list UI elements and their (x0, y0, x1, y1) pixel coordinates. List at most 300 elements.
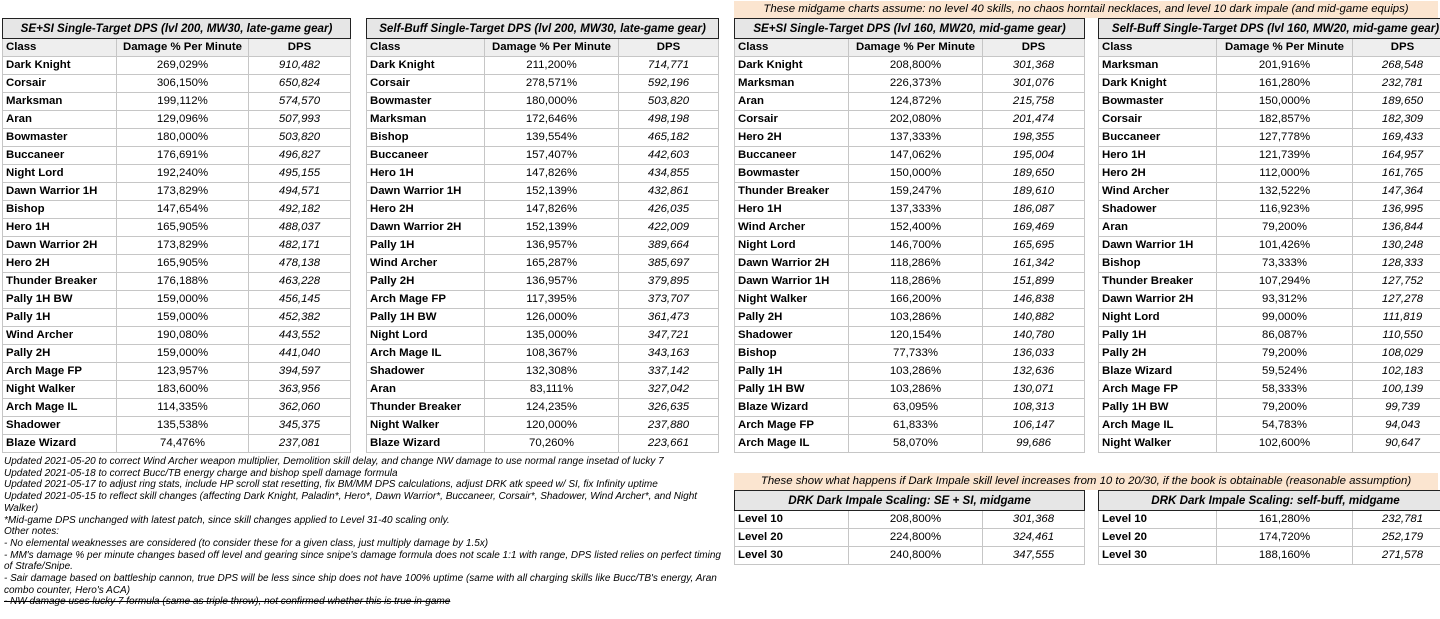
class-name-cell: Corsair (1099, 111, 1217, 129)
table-row (367, 111, 719, 129)
table-row (1099, 381, 1440, 399)
table-row (3, 201, 351, 219)
dps-cell: 443,552 (249, 327, 351, 345)
damage-pct-cell: 176,188% (117, 273, 249, 291)
table-row (3, 399, 351, 417)
table-row (367, 129, 719, 147)
damage-pct-cell: 86,087% (1217, 327, 1353, 345)
dps-cell: 99,686 (983, 435, 1085, 453)
damage-pct-cell: 150,000% (1217, 93, 1353, 111)
table-row (3, 93, 351, 111)
column-header-row (367, 39, 719, 57)
dps-cell: 130,071 (983, 381, 1085, 399)
damage-pct-cell: 123,957% (117, 363, 249, 381)
dps-cell: 140,882 (983, 309, 1085, 327)
damage-pct-cell: 93,312% (1217, 291, 1353, 309)
dps-cell: 495,155 (249, 165, 351, 183)
dps-cell: 201,474 (983, 111, 1085, 129)
class-name-cell: Wind Archer (3, 327, 117, 345)
class-column-header: Class (367, 39, 485, 57)
damage-pct-cell: 159,000% (117, 309, 249, 327)
class-name-cell: Night Walker (1099, 435, 1217, 453)
class-name-cell: Night Walker (735, 291, 849, 309)
dps-cell: 362,060 (249, 399, 351, 417)
note-line: Updated 2021-05-20 to correct Wind Archer weapon multiplier, Demolition skill delay, and change NW damage to use normal range insetad of lucky 7 (4, 456, 664, 467)
dps-cell: 189,650 (1353, 93, 1440, 111)
class-name-cell: Pally 2H (367, 273, 485, 291)
dps-cell: 100,139 (1353, 381, 1440, 399)
class-name-cell: Arch Mage IL (3, 399, 117, 417)
dps-cell: 182,309 (1353, 111, 1440, 129)
class-name-cell: Night Lord (1099, 309, 1217, 327)
table-row (3, 291, 351, 309)
dps-cell: 347,721 (619, 327, 719, 345)
class-name-cell: Level 10 (735, 511, 849, 529)
dps-cell: 494,571 (249, 183, 351, 201)
class-name-cell: Bishop (3, 201, 117, 219)
damage-pct-cell: 112,000% (1217, 165, 1353, 183)
dps-cell: 136,033 (983, 345, 1085, 363)
table-row (1099, 219, 1440, 237)
class-name-cell: Thunder Breaker (735, 183, 849, 201)
class-name-cell: Marksman (3, 93, 117, 111)
class-name-cell: Pally 1H BW (1099, 399, 1217, 417)
damage-pct-cell: 63,095% (849, 399, 983, 417)
table-row (735, 345, 1085, 363)
dps-cell: 132,636 (983, 363, 1085, 381)
damage-pct-cell: 132,308% (485, 363, 619, 381)
table-row (1099, 529, 1440, 547)
dps-cell: 108,313 (983, 399, 1085, 417)
note-line: - NW damage uses lucky 7 formula (same as triple throw), not confirmed whether this is true in-game (4, 596, 451, 608)
damage-pct-cell: 152,139% (485, 219, 619, 237)
dps-cell: 592,196 (619, 75, 719, 93)
damage-pct-cell: 103,286% (849, 381, 983, 399)
table-row (3, 165, 351, 183)
class-name-cell: Dawn Warrior 1H (735, 273, 849, 291)
table-row (367, 147, 719, 165)
damage-pct-cell: 61,833% (849, 417, 983, 435)
damage-pct-cell: 278,571% (485, 75, 619, 93)
table-row (3, 435, 351, 453)
damage-pct-cell: 103,286% (849, 363, 983, 381)
class-name-cell: Pally 1H BW (3, 291, 117, 309)
damage-pct-cell: 102,600% (1217, 435, 1353, 453)
damage-pct-cell: 157,407% (485, 147, 619, 165)
table-row (1099, 183, 1440, 201)
table-row (735, 327, 1085, 345)
table-row (3, 219, 351, 237)
class-name-cell: Pally 1H BW (367, 309, 485, 327)
dps-column-header: DPS (983, 39, 1085, 57)
table-row (1099, 93, 1440, 111)
dps-cell: 237,880 (619, 417, 719, 435)
damage-pct-cell: 306,150% (117, 75, 249, 93)
table-row (367, 273, 719, 291)
class-name-cell: Blaze Wizard (367, 435, 485, 453)
class-column-header: Class (735, 39, 849, 57)
damage-pct-column-header: Damage % Per Minute (117, 39, 249, 57)
table-row (1099, 547, 1440, 565)
table-row (367, 57, 719, 75)
damage-pct-cell: 136,957% (485, 237, 619, 255)
dps-cell: 198,355 (983, 129, 1085, 147)
class-name-cell: Hero 2H (1099, 165, 1217, 183)
class-name-cell: Pally 1H BW (735, 381, 849, 399)
table-row (1099, 255, 1440, 273)
table-row (1099, 345, 1440, 363)
class-name-cell: Night Walker (367, 417, 485, 435)
class-name-cell: Pally 1H (367, 237, 485, 255)
table-row (735, 547, 1085, 565)
table-title: SE+SI Single-Target DPS (lvl 160, MW20, mid-game gear) (735, 19, 1085, 39)
damage-pct-cell: 121,739% (1217, 147, 1353, 165)
damage-pct-cell: 147,654% (117, 201, 249, 219)
damage-pct-cell: 159,247% (849, 183, 983, 201)
table-row (735, 255, 1085, 273)
dps-cell: 189,610 (983, 183, 1085, 201)
class-name-cell: Dark Knight (735, 57, 849, 75)
damage-pct-cell: 118,286% (849, 255, 983, 273)
damage-pct-cell: 208,800% (849, 57, 983, 75)
table-row (1099, 129, 1440, 147)
dps-cell: 102,183 (1353, 363, 1440, 381)
class-name-cell: Aran (1099, 219, 1217, 237)
damage-pct-cell: 59,524% (1217, 363, 1353, 381)
dps-cell: 482,171 (249, 237, 351, 255)
dps-cell: 147,364 (1353, 183, 1440, 201)
class-name-cell: Thunder Breaker (3, 273, 117, 291)
damage-pct-cell: 201,916% (1217, 57, 1353, 75)
table-row (367, 237, 719, 255)
table-row (367, 165, 719, 183)
damage-pct-cell: 161,280% (1217, 75, 1353, 93)
class-name-cell: Wind Archer (735, 219, 849, 237)
dps-cell: 130,248 (1353, 237, 1440, 255)
dps-cell: 442,603 (619, 147, 719, 165)
dps-table-4 (1098, 18, 1440, 453)
dps-cell: 714,771 (619, 57, 719, 75)
damage-pct-cell: 180,000% (485, 93, 619, 111)
damage-pct-cell: 70,260% (485, 435, 619, 453)
dps-column-header: DPS (1353, 39, 1440, 57)
dps-cell: 301,368 (983, 57, 1085, 75)
table-row (3, 75, 351, 93)
class-name-cell: Arch Mage IL (1099, 417, 1217, 435)
dps-cell: 496,827 (249, 147, 351, 165)
damage-pct-cell: 180,000% (117, 129, 249, 147)
damage-pct-cell: 161,280% (1217, 511, 1353, 529)
class-name-cell: Pally 1H (1099, 327, 1217, 345)
class-name-cell: Buccaneer (1099, 129, 1217, 147)
table-row (735, 417, 1085, 435)
damage-pct-cell: 173,829% (117, 237, 249, 255)
dps-cell: 271,578 (1353, 547, 1440, 565)
dps-cell: 110,550 (1353, 327, 1440, 345)
damage-pct-cell: 190,080% (117, 327, 249, 345)
dps-cell: 189,650 (983, 165, 1085, 183)
damage-pct-cell: 150,000% (849, 165, 983, 183)
class-name-cell: Arch Mage IL (367, 345, 485, 363)
dps-cell: 422,009 (619, 219, 719, 237)
damage-pct-cell: 79,200% (1217, 219, 1353, 237)
table-row (3, 57, 351, 75)
table-row (1099, 273, 1440, 291)
table-row (3, 309, 351, 327)
note-line: Updated 2021-05-17 to adjust ring stats, include HP scroll stat resetting, fix BM/MM DPS calculations, adjust DRK atk speed w/ SI, fix Infinity uptime (4, 479, 658, 491)
class-name-cell: Hero 2H (3, 255, 117, 273)
dps-cell: 503,820 (249, 129, 351, 147)
damage-pct-cell: 165,905% (117, 219, 249, 237)
class-name-cell: Bishop (367, 129, 485, 147)
class-name-cell: Blaze Wizard (1099, 363, 1217, 381)
column-header-row (735, 39, 1085, 57)
table-row (367, 75, 719, 93)
class-name-cell: Marksman (1099, 57, 1217, 75)
damage-pct-cell: 192,240% (117, 165, 249, 183)
class-name-cell: Aran (735, 93, 849, 111)
damage-pct-cell: 147,826% (485, 201, 619, 219)
table-row (735, 435, 1085, 453)
class-name-cell: Dawn Warrior 2H (735, 255, 849, 273)
impale-assumptions-banner: These show what happens if Dark Impale skill level increases from 10 to 20/30, if the book is obtainable (reasonable assumption) (734, 473, 1438, 490)
damage-pct-cell: 74,476% (117, 435, 249, 453)
class-name-cell: Dark Knight (3, 57, 117, 75)
note-line: - No elemental weaknesses are considered (to consider these for a given class, just multiply damage by 1.5x) (4, 537, 489, 549)
dps-table-3 (734, 18, 1085, 453)
class-name-cell: Night Lord (3, 165, 117, 183)
table-row (735, 291, 1085, 309)
damage-pct-cell: 54,783% (1217, 417, 1353, 435)
table-row (735, 399, 1085, 417)
damage-pct-cell: 172,646% (485, 111, 619, 129)
table-row (3, 255, 351, 273)
dps-cell: 268,548 (1353, 57, 1440, 75)
damage-pct-cell: 147,826% (485, 165, 619, 183)
class-name-cell: Dark Knight (367, 57, 485, 75)
class-name-cell: Level 30 (1099, 547, 1217, 565)
damage-pct-cell: 124,872% (849, 93, 983, 111)
dps-table-2 (366, 18, 719, 453)
class-name-cell: Hero 1H (3, 219, 117, 237)
table-row (1099, 147, 1440, 165)
class-name-cell: Bowmaster (1099, 93, 1217, 111)
table-row (735, 111, 1085, 129)
class-name-cell: Thunder Breaker (1099, 273, 1217, 291)
class-name-cell: Corsair (3, 75, 117, 93)
dps-column-header: DPS (249, 39, 351, 57)
note-line: Updated 2021-05-18 to correct Bucc/TB energy charge and bishop spell damage formula (4, 467, 398, 479)
damage-pct-cell: 188,160% (1217, 547, 1353, 565)
class-name-cell: Dawn Warrior 2H (3, 237, 117, 255)
dps-cell: 441,040 (249, 345, 351, 363)
damage-pct-column-header: Damage % Per Minute (1217, 39, 1353, 57)
dps-column-header: DPS (619, 39, 719, 57)
damage-pct-cell: 269,029% (117, 57, 249, 75)
class-name-cell: Thunder Breaker (367, 399, 485, 417)
class-name-cell: Pally 1H (735, 363, 849, 381)
table-row (735, 183, 1085, 201)
class-name-cell: Arch Mage FP (1099, 381, 1217, 399)
class-name-cell: Pally 2H (735, 309, 849, 327)
table-row (367, 435, 719, 453)
class-name-cell: Wind Archer (1099, 183, 1217, 201)
table-row (1099, 363, 1440, 381)
damage-pct-cell: 126,000% (485, 309, 619, 327)
class-name-cell: Bishop (1099, 255, 1217, 273)
damage-pct-cell: 120,154% (849, 327, 983, 345)
dps-cell: 108,029 (1353, 345, 1440, 363)
damage-pct-cell: 165,905% (117, 255, 249, 273)
damage-pct-cell: 173,829% (117, 183, 249, 201)
damage-pct-cell: 182,857% (1217, 111, 1353, 129)
damage-pct-cell: 135,538% (117, 417, 249, 435)
dps-cell: 90,647 (1353, 435, 1440, 453)
damage-pct-cell: 107,294% (1217, 273, 1353, 291)
damage-pct-cell: 199,112% (117, 93, 249, 111)
class-name-cell: Level 20 (735, 529, 849, 547)
table-row (367, 309, 719, 327)
table-row (367, 93, 719, 111)
damage-pct-cell: 165,287% (485, 255, 619, 273)
damage-pct-cell: 58,333% (1217, 381, 1353, 399)
damage-pct-cell: 120,000% (485, 417, 619, 435)
table-row (735, 511, 1085, 529)
class-name-cell: Blaze Wizard (735, 399, 849, 417)
damage-pct-column-header: Damage % Per Minute (485, 39, 619, 57)
class-name-cell: Level 30 (735, 547, 849, 565)
dps-cell: 169,469 (983, 219, 1085, 237)
table-row (735, 309, 1085, 327)
damage-pct-cell: 101,426% (1217, 237, 1353, 255)
class-name-cell: Blaze Wizard (3, 435, 117, 453)
class-name-cell: Dawn Warrior 2H (367, 219, 485, 237)
damage-pct-column-header: Damage % Per Minute (849, 39, 983, 57)
dps-cell: 186,087 (983, 201, 1085, 219)
damage-pct-cell: 174,720% (1217, 529, 1353, 547)
dps-cell: 324,461 (983, 529, 1085, 547)
dps-cell: 99,739 (1353, 399, 1440, 417)
damage-pct-cell: 118,286% (849, 273, 983, 291)
table-title: SE+SI Single-Target DPS (lvl 200, MW30, late-game gear) (3, 19, 351, 39)
table-row (1099, 291, 1440, 309)
dps-cell: 237,081 (249, 435, 351, 453)
dps-cell: 347,555 (983, 547, 1085, 565)
damage-pct-cell: 135,000% (485, 327, 619, 345)
table-row (3, 237, 351, 255)
dps-cell: 195,004 (983, 147, 1085, 165)
class-name-cell: Pally 1H (3, 309, 117, 327)
table-title: Self-Buff Single-Target DPS (lvl 200, MW30, late-game gear) (367, 19, 719, 39)
dps-cell: 910,482 (249, 57, 351, 75)
dps-cell: 488,037 (249, 219, 351, 237)
note-line: *Mid-game DPS unchanged with latest patch, since skill changes applied to Level 31-40 scaling only. (4, 514, 450, 526)
damage-pct-cell: 202,080% (849, 111, 983, 129)
table-row (367, 381, 719, 399)
dps-cell: 426,035 (619, 201, 719, 219)
class-name-cell: Arch Mage FP (735, 417, 849, 435)
class-name-cell: Dawn Warrior 2H (1099, 291, 1217, 309)
table-row (1099, 201, 1440, 219)
table-row (735, 273, 1085, 291)
table-row (1099, 57, 1440, 75)
damage-pct-cell: 108,367% (485, 345, 619, 363)
dps-cell: 498,198 (619, 111, 719, 129)
dps-cell: 434,855 (619, 165, 719, 183)
table-row (3, 345, 351, 363)
class-name-cell: Aran (3, 111, 117, 129)
damage-pct-cell: 58,070% (849, 435, 983, 453)
damage-pct-cell: 117,395% (485, 291, 619, 309)
dps-cell: 345,375 (249, 417, 351, 435)
note-line: - MM's damage % per minute changes based off level and gearing since snipe's damage formula does not scale 1:1 with range, DPS listed relies on perfect timing of Strafe/Snipe. (4, 549, 721, 573)
dps-cell: 252,179 (1353, 529, 1440, 547)
dps-cell: 327,042 (619, 381, 719, 399)
table-row (1099, 165, 1440, 183)
table-row (1099, 435, 1440, 453)
class-name-cell: Buccaneer (735, 147, 849, 165)
damage-pct-cell: 124,235% (485, 399, 619, 417)
update-notes (4, 456, 732, 608)
dps-cell: 140,780 (983, 327, 1085, 345)
dps-cell: 326,635 (619, 399, 719, 417)
dps-cell: 650,824 (249, 75, 351, 93)
table-row (367, 219, 719, 237)
table-row (735, 363, 1085, 381)
damage-pct-cell: 73,333% (1217, 255, 1353, 273)
damage-pct-cell: 132,522% (1217, 183, 1353, 201)
table-row (735, 75, 1085, 93)
table-row (367, 417, 719, 435)
table-title: DRK Dark Impale Scaling: self-buff, midgame (1099, 491, 1440, 511)
dps-cell: 373,707 (619, 291, 719, 309)
class-name-cell: Shadower (367, 363, 485, 381)
table-row (735, 129, 1085, 147)
dps-cell: 363,956 (249, 381, 351, 399)
damage-pct-cell: 127,778% (1217, 129, 1353, 147)
class-name-cell: Shadower (1099, 201, 1217, 219)
dps-cell: 394,597 (249, 363, 351, 381)
class-name-cell: Night Walker (3, 381, 117, 399)
dps-cell: 465,182 (619, 129, 719, 147)
table-title: Self-Buff Single-Target DPS (lvl 160, MW20, mid-game gear) (1099, 19, 1440, 39)
dps-cell: 127,278 (1353, 291, 1440, 309)
damage-pct-cell: 137,333% (849, 201, 983, 219)
damage-pct-cell: 103,286% (849, 309, 983, 327)
table-row (735, 201, 1085, 219)
table-title: DRK Dark Impale Scaling: SE + SI, midgame (735, 491, 1085, 511)
class-name-cell: Corsair (735, 111, 849, 129)
damage-pct-cell: 159,000% (117, 345, 249, 363)
dps-cell: 478,138 (249, 255, 351, 273)
damage-pct-cell: 114,335% (117, 399, 249, 417)
class-name-cell: Arch Mage IL (735, 435, 849, 453)
table-row (1099, 327, 1440, 345)
class-name-cell: Dark Knight (1099, 75, 1217, 93)
class-name-cell: Pally 2H (1099, 345, 1217, 363)
impale-table-2 (1098, 490, 1440, 565)
table-row (1099, 309, 1440, 327)
dps-cell: 169,433 (1353, 129, 1440, 147)
dps-cell: 127,752 (1353, 273, 1440, 291)
damage-pct-cell: 136,957% (485, 273, 619, 291)
dps-cell: 343,163 (619, 345, 719, 363)
dps-cell: 165,695 (983, 237, 1085, 255)
note-line: - Sair damage based on battleship cannon, true DPS will be less since ship does not have 100% uptime (same with all charging skills like Bucc/TB's energy, Aran combo counter, Hero's ACA) (4, 573, 717, 596)
dps-cell: 503,820 (619, 93, 719, 111)
dps-cell: 389,664 (619, 237, 719, 255)
dps-cell: 385,697 (619, 255, 719, 273)
